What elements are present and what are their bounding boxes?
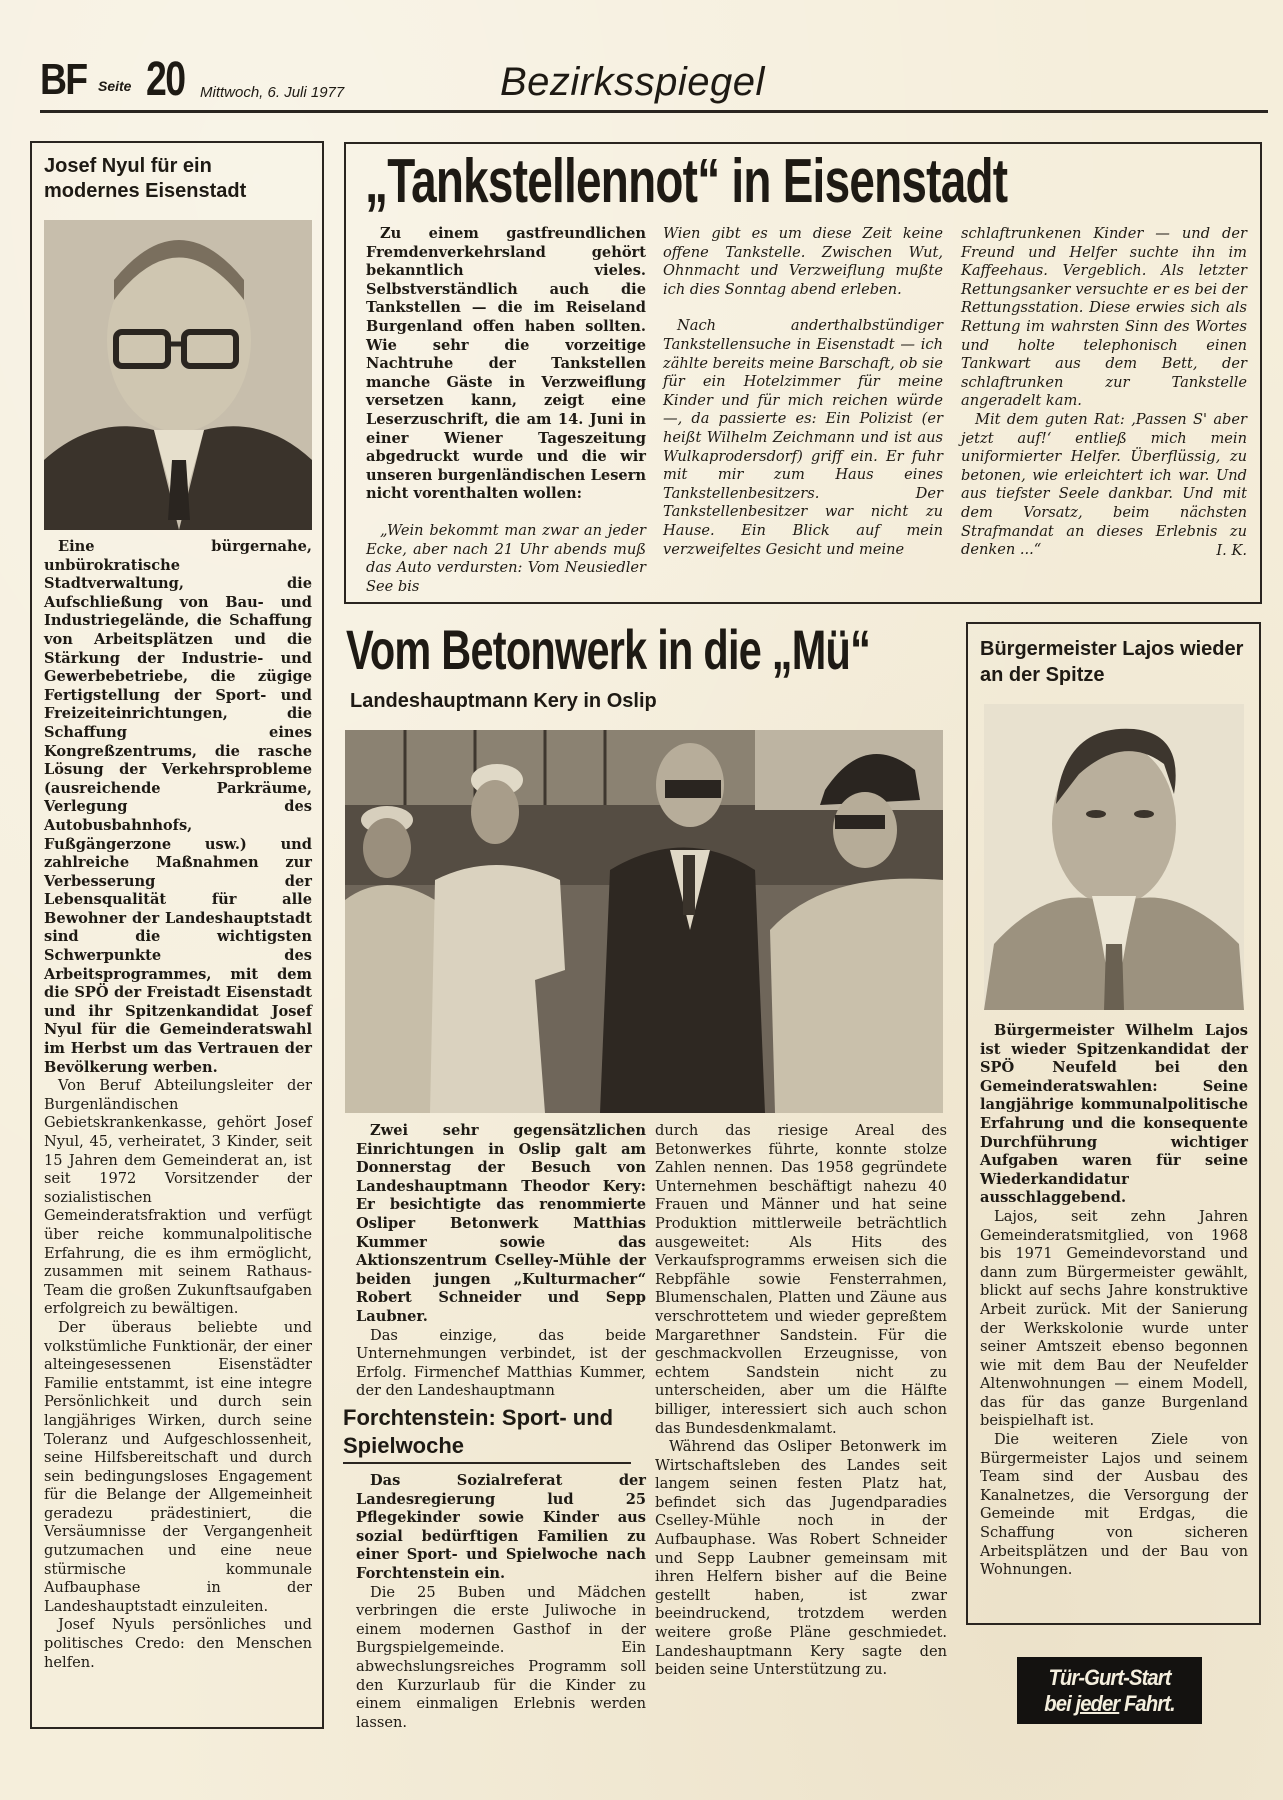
ad-text: bei — [1044, 1691, 1076, 1716]
tankstellen-quote-part: Wien gibt es um diese Zeit keine offene Tankstelle. Zwischen Wut, Ohnmacht und Verzweiflung mußte ich dies Sonntag abend erleben. — [663, 225, 943, 298]
article-lajos-body — [980, 1022, 1248, 1580]
article-nyul-paragraph: Der überaus beliebte und volkstümliche Funktionär, der einer alteingesessenen Eisenstädter Familie entstammt, ist eine integre Persönlichkeit und durch sein langjähriges Wirken, durch seine Toleranz und Aufgeschlossenheit, seine Hilfsbereitschaft und durch sein bedingungsloses Engagement für die Belange der Allgemeinheit geradezu prädestiniert, die Versäumnisse der Vergangenheit gutzumachen und eine neue stürmische kommunale Aufbauphase in der Landeshauptstadt einzuleiten. — [44, 1318, 312, 1615]
tankstellen-quote-part: Nach anderthalbstündiger Tankstellensuche in Eisenstadt — ich zählte bereits meine Barschaft, ob sie für ein Hotelzimmer für meine Kinder und für mich reichen würde —, da passierte es: Ein Polizist (er heißt Wilhelm Zeichmann und ist aus Wulkaprodersdorf) griff ein. Er fuhr mit mir zum Haus eines Tankstellenbesitzers. Der Tankstellenbesitzer war nicht zu Hause. Ein Blick auf mein verzweifeltes Gesicht und meine — [663, 317, 943, 558]
article-lajos-paragraph: Lajos, seit zehn Jahren Gemeinderatsmitglied, von 1968 bis 1971 Gemeindevorstand und dann zum Bürgermeister gewählt, blickt auf sechs Jahre konstruktive Arbeit zurück. Mit der Sanierung der Werkskolonie wurde unter seiner Amtszeit ebenso begonnen wie mit dem Bau der Neufelder Altenwohnungen — einem Modell, das für das ganze Burgenland beispielhaft ist. — [980, 1207, 1248, 1430]
betonwerk-group-photo — [345, 730, 943, 1113]
section-title: Bezirksspiegel — [500, 60, 765, 104]
article-forchtenstein-lead: Das Sozialreferat der Landesregierung lud 25 Pflegekinder sowie Kinder aus sozial bedürftigen Familien zu einer Sport- und Spielwoche nach Forchtenstein ein. — [356, 1472, 646, 1582]
forchtenstein-body — [356, 1472, 646, 1732]
ad-text: Fahrt. — [1119, 1691, 1175, 1716]
article-forchtenstein-headline: Forchtenstein: Sport- und Spielwoche — [343, 1405, 614, 1458]
article-tankstellen-headline: „Tankstellennot“ in Eisenstadt — [365, 147, 1008, 216]
masthead — [40, 53, 1270, 112]
article-betonwerk-headline: Vom Betonwerk in die „Mü“ — [346, 618, 871, 681]
nyul-portrait-photo — [44, 220, 312, 530]
article-nyul-headline: Josef Nyul für ein modernes Eisenstadt — [44, 155, 247, 202]
article-betonwerk-lead: Zwei sehr gegensätzlichen Einrichtungen in Oslip galt am Donnerstag der Besuch von Landeshauptmann Theodor Kery: Er besichtigte das renommierte Osliper Betonwerk Matthias Kummer sowie das Aktionszentrum Cselley-Mühle der beiden jungen „Kulturmacher“ Robert Schneider und Sepp Laubner. — [356, 1122, 646, 1325]
tankstellen-column-1 — [366, 225, 646, 596]
article-nyul-paragraph: Josef Nyuls persönliches und politisches Credo: den Menschen helfen. — [44, 1616, 312, 1671]
issue-date: Mittwoch, 6. Juli 1977 — [200, 84, 345, 101]
newspaper-logo: BF — [40, 55, 87, 104]
article-tankstellen-lead: Zu einem gastfreundlichen Fremdenverkehrsland gehört bekanntlich vieles. Selbstverständlich auch die Tankstellen — die im Reiseland Burgenland offen haben sollten. Wie sehr die vorzeitige Nachtruhe der Tankstellen manche Gäste in Verzweiflung versetzen kann, zeigt eine Leserzuschrift, die am 14. Juni in einer Wiener Tageszeitung abgedruckt wurde und die wir unseren burgenländischen Lesern nicht vorenthalten wollen: — [366, 225, 646, 503]
article-betonwerk-subheadline: Landeshauptmann Kery in Oslip — [350, 690, 657, 712]
ad-slogan-line-2 — [1024, 1691, 1194, 1717]
page-label: Seite — [98, 78, 132, 94]
article-nyul-paragraph: Von Beruf Abteilungsleiter der Burgenländischen Gebietskrankenkasse, gehört Josef Nyul, 45, verheiratet, 3 Kinder, seit 15 Jahren dem Gemeinderat an, ist seit 1972 Vorsitzender der sozialistischen Gemeinderatsfraktion und verfügt über reiche kommunalpolitische Erfahrung, die es ihm ermöglicht, zusammen mit seinem Rathaus-Team die großen Zukunftsaufgaben erfolgreich zu bewältigen. — [44, 1077, 312, 1318]
lajos-portrait-photo — [984, 704, 1244, 1010]
article-betonwerk-paragraph: durch das riesige Areal des Betonwerkes führte, konnte stolze Zahlen nennen. Das 1958 gegründete Unternehmen beschäftigt nahezu 40 Frauen und Männer und hat seine Produktion mittlerweile beträchtlich ausgeweitet: Als Hits des Verkaufsprogramms erweisen sich die Rebpfähle sowie Fensterrahmen, Blumenschalen, Platten und Zäune aus verschrottetem und wieder gepreßtem Margarethner Sandstein. Für die geschmackvollen Erzeugnisse, von echtem Sandstein nicht zu unterscheiden, aber um die Hälfte billiger, interessiert sich auch schon das Bundesdenkmalamt. — [655, 1122, 947, 1437]
tankstellen-quote-part: Mit dem guten Rat: ‚Passen S' aber jetzt auf!‘ entließ mich mein uniformierter Helfer. Überflüssig, zu betonen, wie erleichtert ich war. Und aus tiefster Seele dankbar. Und mit dem Vorsatz, beim nächsten Strafmandat an dieses Erlebnis zu denken ...“ — [961, 410, 1247, 559]
article-lajos-paragraph: Die weiteren Ziele von Bürgermeister Lajos und seinem Team sind der Ausbau des Kanalnetzes, die Versorgung der Gemeinde mit Erdgas, die Schaffung von sicheren Arbeitsplätzen und der Bau von Wohnungen. — [980, 1431, 1248, 1579]
tankstellen-quote-part: „Wein bekommt man zwar an jeder Ecke, aber nach 21 Uhr abends muß das Auto verdursten: Vom Neusiedler See bis — [366, 521, 646, 595]
article-betonwerk-paragraph: Das einzige, das beide Unternehmungen verbindet, ist der Erfolg. Firmenchef Matthias Kummer, der den Landeshauptmann — [356, 1326, 646, 1400]
page-number: 20 — [146, 53, 185, 106]
ad-slogan-line-1: Tür-Gurt-Start — [1048, 1665, 1171, 1690]
masthead-rule — [40, 110, 1268, 113]
article-lajos-headline: Bürgermeister Lajos wieder an der Spitze — [980, 638, 1244, 686]
tankstellen-quote-part: schlaftrunkenen Kinder — und der Freund und Helfer suchte ihn im Kaffeehaus. Vergeblich. Als letzter Rettungsanker versuchte er es bei der Rettungsstation. Diese erwies sich als Rettung im wahrsten Sinn des Wortes und holte telephonisch einen Tankwart aus dem Bett, der schlaftrunken zur Tankstelle angeradelt kam. — [961, 225, 1247, 410]
seatbelt-advertisement — [1017, 1657, 1202, 1724]
tankstellen-column-3 — [961, 225, 1247, 560]
article-nyul-lead: Eine bürgernahe, unbürokratische Stadtverwaltung, die Aufschließung von Bau- und Industriegelände, die Schaffung von Arbeitsplätzen und die Stärkung der Industrie- und Gewerbebetriebe, die zügige Fertigstellung der Sport- und Freizeiteinrichtungen, die Schaffung eines Kongreßzentrums, die rasche Lösung der Verkehrsprobleme (ausreichende Parkräume, Verlegung des Autobusbahnhofs, Fußgängerzone usw.) und zahlreiche Maßnahmen zur Verbesserung der Lebensqualität für alle Bewohner der Landeshauptstadt sind die wichtigsten Schwerpunkte des Arbeitsprogrammes, mit dem die SPÖ der Freistadt Eisenstadt und ihr Spitzenkandidat Josef Nyul für die Gemeinderatswahl im Herbst um das Vertrauen der Bevölkerung werben. — [44, 538, 312, 1076]
article-lajos-lead: Bürgermeister Wilhelm Lajos ist wieder Spitzenkandidat der SPÖ Neufeld bei den Gemeinderatswahlen: Seine langjährige kommunalpolitische Erfahrung und die konsequente Durchführung wichtiger Aufgaben waren für seine Wiederkandidatur ausschlaggebend. — [980, 1022, 1248, 1207]
article-betonwerk-paragraph: Während das Osliper Betonwerk im Wirtschaftsleben des Landes seit langem seinen festen Platz hat, befindet sich das Jugendparadies Cselley-Mühle noch in der Aufbauphase. Was Robert Schneider und Sepp Laubner gemeinsam mit ihren Helfern bisher auf die Beine gestellt haben, ist zwar beeindruckend, trotzdem werden weitere große Pläne geschmiedet. Landeshauptmann Kery sagte den beiden seine Unterstützung zu. — [655, 1438, 947, 1679]
article-forchtenstein-paragraph: Die 25 Buben und Mädchen verbringen die erste Juliwoche in einem modernen Gasthof in der Burgspielgemeinde. Ein abwechslungsreiches Programm soll den Kurzurlaub für die Kinder zu einem einmaligen Erlebnis werden lassen. — [356, 1583, 646, 1731]
article-nyul-body — [44, 538, 312, 1672]
ad-text-emphasis: jeder — [1075, 1691, 1120, 1716]
betonwerk-column-1 — [356, 1122, 646, 1401]
tankstellen-signature: I. K. — [1216, 541, 1247, 559]
forchtenstein-headline-rule — [343, 1462, 631, 1464]
tankstellen-column-2 — [663, 225, 943, 559]
betonwerk-column-2 — [655, 1122, 947, 1680]
